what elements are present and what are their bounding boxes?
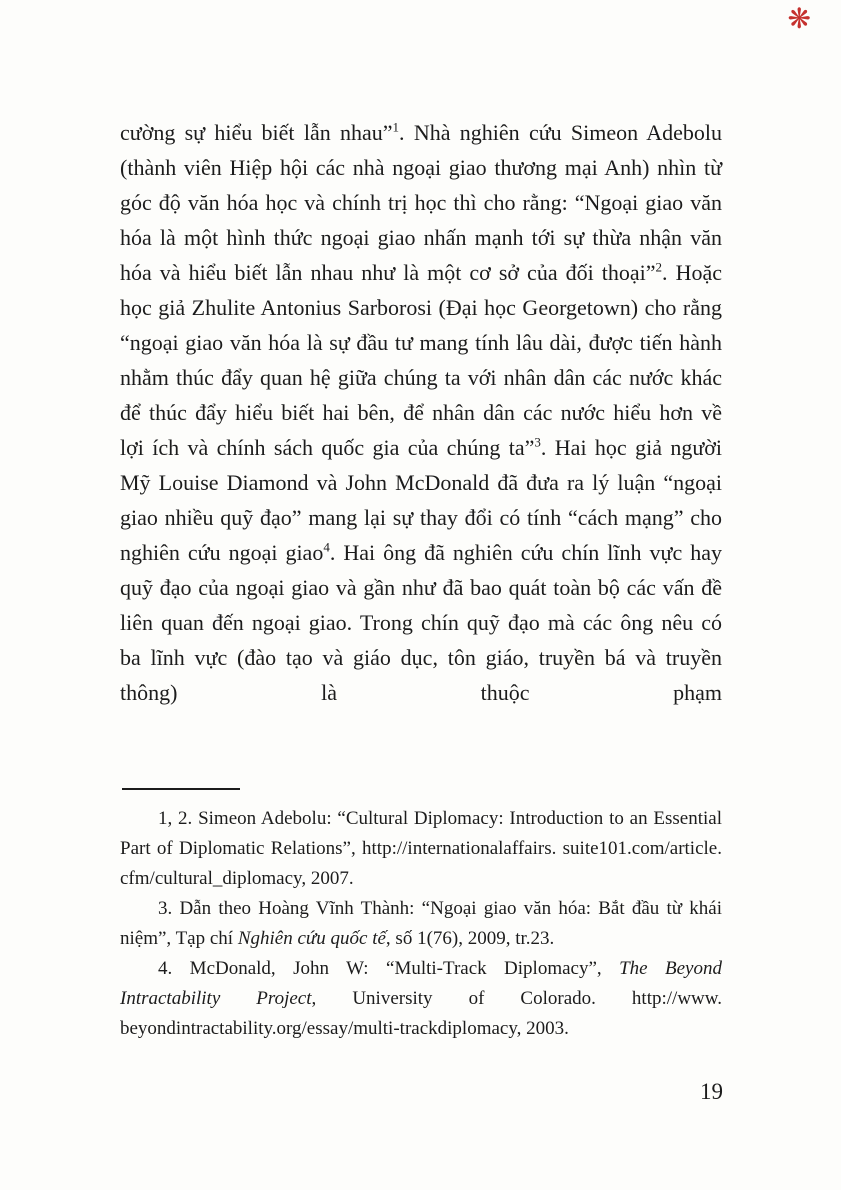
footnote-3 (120, 894, 722, 954)
footnote-text: , University of Colorado. http://www. beyondintractability.org/essay/multi-trackdiplomacy, 2003. (120, 988, 723, 1039)
body-text-segment: cường sự hiểu biết lẫn nhau” (120, 120, 393, 145)
footnote-text: 4. McDonald, John W: “Multi-Track Diplomacy”, (158, 958, 620, 979)
footnote-journal-title: Nghiên cứu quốc tế (237, 928, 386, 949)
page-body (120, 115, 722, 710)
body-text-segment: . Hoặc học giả Zhulite Antonius Sarborosi (Đại học Georgetown) cho rằng “ngoại giao văn hóa là sự đầu tư mang tính lâu dài, được tiến hành nhằm thúc đẩy quan hệ giữa chúng ta với nhân dân các nước khác để thúc đẩy hiểu biết hai bên, để nhân dân các nước hiểu hơn về lợi ích và chính sách quốc gia của chúng ta” (120, 260, 722, 460)
page-number: 19 (700, 1079, 723, 1104)
footnote-text: , số 1(76), 2009, tr.23. (385, 928, 555, 949)
footnote-ref-2: 2 (655, 259, 663, 275)
footnote-1-2 (120, 804, 722, 894)
footnote-ref-4: 4 (323, 539, 330, 555)
flower-ornament-icon: ❋ (787, 4, 811, 35)
footnote-work-title: The Beyond Intractability Project (120, 958, 722, 1009)
footnote-ref-1: 1 (392, 119, 400, 135)
footnote-4 (120, 954, 722, 1044)
footnotes-section (120, 788, 722, 1044)
body-text-segment: . Hai ông đã nghiên cứu chín lĩnh vực hay quỹ đạo của ngoại giao và gần như đã bao quát toàn bộ các vấn đề liên quan đến ngoại giao. Trong chín quỹ đạo mà các ông nêu có ba lĩnh vực (đào tạo và giáo dục, tôn giáo, truyền bá và truyền thông) là thuộc phạm (120, 540, 722, 705)
footnote-text: 3. Dẫn theo Hoàng Vĩnh Thành: “Ngoại giao văn hóa: Bắt đầu từ khái niệm”, Tạp chí (120, 898, 722, 949)
footnote-ref-3: 3 (534, 434, 541, 450)
body-text-segment: . Nhà nghiên cứu Simeon Adebolu (thành viên Hiệp hội các nhà ngoại giao thương mại Anh) nhìn từ góc độ văn hóa học và chính trị học thì cho rằng: “Ngoại giao văn hóa là một hình thức ngoại giao nhấn mạnh tới sự thừa nhận văn hóa và hiểu biết lẫn nhau như là một cơ sở của đối thoại” (120, 120, 722, 285)
body-text-segment: . Hai học giả người Mỹ Louise Diamond và John McDonald đã đưa ra lý luận “ngoại giao nhiều quỹ đạo” mang lại sự thay đổi có tính “cách mạng” cho nghiên cứu ngoại giao (120, 435, 722, 565)
footnote-separator (122, 788, 240, 790)
footnote-text: 1, 2. Simeon Adebolu: “Cultural Diplomacy: Introduction to an Essential Part of Diplomatic Relations”, http://internationalaffairs. suite101.com/article. cfm/cultural_diplomacy, 2007. (120, 808, 722, 889)
body-paragraph (120, 115, 722, 710)
